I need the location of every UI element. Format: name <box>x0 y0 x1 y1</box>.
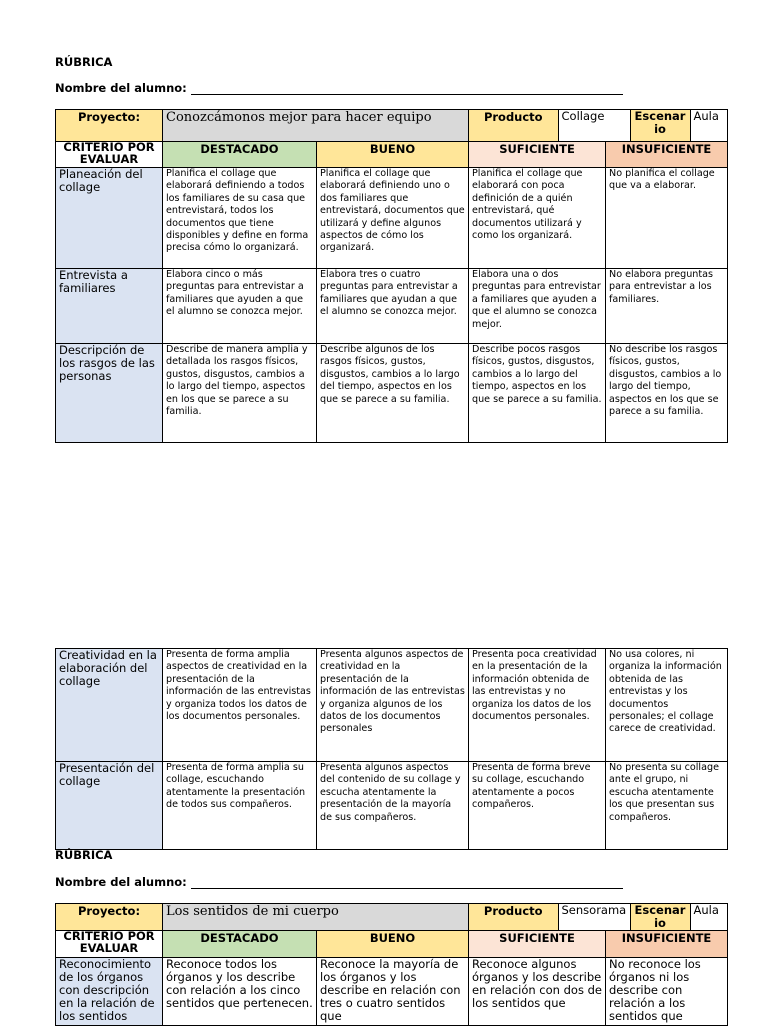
criterion-cell: Descripción de los rasgos de las personas <box>56 344 163 443</box>
good-cell: Presenta algunos aspectos del contenido de su collage y escucha atentamente la presentación de la mayoría de sus compañeros. <box>317 762 469 850</box>
scenario-label: Escenario <box>630 904 690 930</box>
sufficient-cell: Presenta de forma breve su collage, escuchando atentamente a pocos compañeros. <box>469 762 606 850</box>
product-label: Producto <box>469 110 558 141</box>
criterion-header: CRITERIO POR EVALUAR <box>56 931 163 958</box>
criterion-cell: Reconocimiento de los órganos con descripción en la relación de los sentidos <box>56 958 163 1026</box>
outstanding-header: DESTACADO <box>163 142 317 168</box>
criterion-cell: Presentación del collage <box>56 762 163 850</box>
sufficient-cell: Presenta poca creatividad en la presentación de la información obtenida de las entrevistas y no organiza los datos de los documentos personales. <box>469 649 606 762</box>
insufficient-cell: No usa colores, ni organiza la información obtenida de las entrevistas y los documentos personales; el collage carece de creatividad. <box>606 649 728 762</box>
project-label: Proyecto: <box>56 904 163 931</box>
table-row <box>56 344 728 443</box>
insufficient-header: INSUFICIENTE <box>606 931 728 958</box>
student-name-line[interactable] <box>191 878 623 889</box>
rubric-title: RÚBRICA <box>55 55 113 69</box>
table-row <box>56 168 728 269</box>
sufficient-cell: Elabora una o dos preguntas para entrevistar a familiares que ayuden a que el alumno se conozca mejor. <box>469 269 606 344</box>
table-row <box>56 269 728 344</box>
student-name-line[interactable] <box>191 84 623 95</box>
criterion-cell: Creatividad en la elaboración del collage <box>56 649 163 762</box>
outstanding-header: DESTACADO <box>163 931 317 958</box>
rubric-title: RÚBRICA <box>55 848 113 862</box>
column-header-row <box>56 931 728 958</box>
table-row <box>56 958 728 1026</box>
good-cell: Describe algunos de los rasgos físicos, gustos, disgustos, cambios a lo largo del tiempo, aspectos en los que se parece a su familia. <box>317 344 469 443</box>
project-row <box>56 904 728 931</box>
product-scenario-cell <box>469 110 728 142</box>
project-value: Conozcámonos mejor para hacer equipo <box>163 110 469 142</box>
good-cell: Planifica el collage que elaborará definiendo uno o dos familiares que entrevistará, documentos que utilizará y define algunos aspectos de cómo los organizará. <box>317 168 469 269</box>
insufficient-cell: No describe los rasgos físicos, gustos, disgustos, cambios a lo largo del tiempo, aspectos en los que se parece a su familia. <box>606 344 728 443</box>
scenario-label: Escenario <box>630 110 690 141</box>
outstanding-cell: Presenta de forma amplia aspectos de creatividad en la presentación de la información de las entrevistas y organiza todos los datos de los documentos personales. <box>163 649 317 762</box>
table-row <box>56 649 728 762</box>
outstanding-cell: Planifica el collage que elaborará definiendo a todos los familiares de su casa que entrevistará, todos los documentos que tiene disponibles y define en forma precisa cómo lo organizará. <box>163 168 317 269</box>
product-value: Sensorama <box>558 904 630 930</box>
project-label: Proyecto: <box>56 110 163 142</box>
good-cell: Elabora tres o cuatro preguntas para entrevistar a familiares que ayudan a que el alumno se conozca mejor. <box>317 269 469 344</box>
student-name-label: Nombre del alumno: <box>55 81 187 95</box>
product-label: Producto <box>469 904 558 930</box>
outstanding-cell: Describe de manera amplia y detallada los rasgos físicos, gustos, disgustos, cambios a lo largo del tiempo, aspectos en los que se parece a su familia. <box>163 344 317 443</box>
criterion-header: CRITERIO POR EVALUAR <box>56 142 163 168</box>
insufficient-cell: No elabora preguntas para entrevistar a los familiares. <box>606 269 728 344</box>
rubric-table-1 <box>55 109 728 443</box>
insufficient-cell: No presenta su collage ante el grupo, ni escucha atentamente los que presentan sus compañeros. <box>606 762 728 850</box>
student-name-label: Nombre del alumno: <box>55 875 187 889</box>
insufficient-cell: No planifica el collage que va a elaborar. <box>606 168 728 269</box>
sufficient-header: SUFICIENTE <box>469 142 606 168</box>
project-row <box>56 110 728 142</box>
insufficient-cell: No reconoce los órganos ni los describe con relación a los sentidos que <box>606 958 728 1026</box>
sufficient-header: SUFICIENTE <box>469 931 606 958</box>
good-header: BUENO <box>317 142 469 168</box>
student-name-field[interactable] <box>55 875 623 889</box>
outstanding-cell: Presenta de forma amplia su collage, escuchando atentamente la presentación de todos sus compañeros. <box>163 762 317 850</box>
column-header-row <box>56 142 728 168</box>
product-scenario-cell <box>469 904 728 931</box>
criterion-cell: Planeación del collage <box>56 168 163 269</box>
good-cell: Reconoce la mayoría de los órganos y los describe en relación con tres o cuatro sentidos que <box>317 958 469 1026</box>
rubric-table-continuation <box>55 648 728 850</box>
sufficient-cell: Reconoce algunos órganos y los describe en relación con dos de los sentidos que <box>469 958 606 1026</box>
outstanding-cell: Elabora cinco o más preguntas para entrevistar a familiares que ayuden a que el alumno se conozca mejor. <box>163 269 317 344</box>
rubric-table-2 <box>55 903 728 1026</box>
insufficient-header: INSUFICIENTE <box>606 142 728 168</box>
sufficient-cell: Planifica el collage que elaborará con poca definición de a quién entrevistará, qué documentos utilizará y como los organizará. <box>469 168 606 269</box>
good-cell: Presenta algunos aspectos de creatividad en la presentación de la información de las entrevistas y organiza algunos de los datos de los documentos personales <box>317 649 469 762</box>
scenario-value: Aula <box>693 110 719 123</box>
product-value: Collage <box>558 110 630 141</box>
scenario-value: Aula <box>693 904 719 917</box>
criterion-cell: Entrevista a familiares <box>56 269 163 344</box>
good-header: BUENO <box>317 931 469 958</box>
student-name-field[interactable] <box>55 81 623 95</box>
table-row <box>56 762 728 850</box>
outstanding-cell: Reconoce todos los órganos y los describe con relación a los cinco sentidos que pertenecen. <box>163 958 317 1026</box>
sufficient-cell: Describe pocos rasgos físicos, gustos, disgustos, cambios a lo largo del tiempo, aspectos en los que se parece a su familia. <box>469 344 606 443</box>
project-value: Los sentidos de mi cuerpo <box>163 904 469 931</box>
